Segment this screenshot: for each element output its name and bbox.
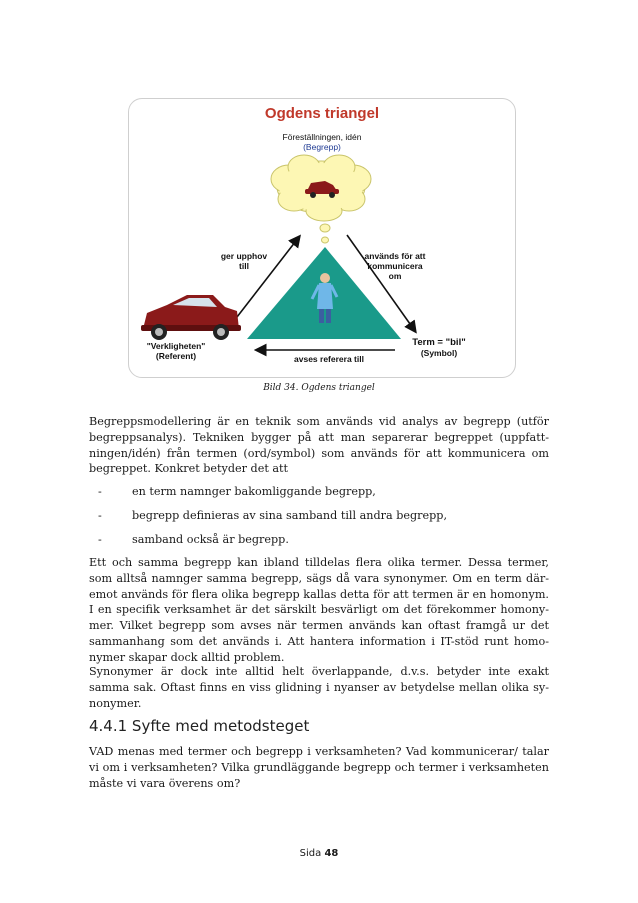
symbol-line2: (Symbol) [420, 348, 458, 358]
referent-line2: (Referent) [155, 351, 197, 361]
page-footer [0, 848, 638, 859]
list-item [98, 508, 447, 523]
used-to-communicate-label [355, 251, 435, 281]
figure-title: Ogdens triangel [264, 105, 380, 122]
gives-rise-line1: ger upphov [220, 251, 268, 261]
used-line2: kommunicera [367, 261, 423, 271]
list-item-text: samband också är begrepp. [132, 533, 289, 546]
bullet-marker: - [98, 533, 102, 546]
paragraph-intro: Begreppsmodellering är en teknik som används vid analys av begrepp (utför begreppsanalys). Tekniken bygger på att man separerar begreppet (uppfattningen/idén) från termen (ord/symbol) som används för att kommunicera om begreppet. Konkret betyder det att [89, 415, 549, 476]
list-item-text: begrepp definieras av sina samband till andra begrepp, [132, 509, 448, 522]
concept-label-line2: (Begrepp) [303, 142, 341, 152]
bullet-marker: - [98, 485, 102, 498]
paragraph-synonym-nuances: Synonymer är dock inte alltid helt överlappande, d.v.s. betyder inte exakt samma sak. Oftast finns en viss glidning i nyanser av betydelse mellan olika synonymer. [89, 665, 549, 710]
section-heading: 4.4.1 Syfte med metodsteget [89, 717, 310, 735]
bullet-marker: - [98, 509, 102, 522]
concept-label [257, 132, 387, 152]
paragraph-synonyms-homonyms: Ett och samma begrepp kan ibland tilldelas flera olika termer. Dessa termer, som alltså namnger samma begrepp, sägs då vara synonymer. Om en term däremot används för flera olika begrepp kallas detta för att termen är en homonym. I en specifik verksamhet är det särskilt besvärligt om det förekommer homonymer. Vilket begrepp som avses när termen används kan oftast framgå ur det sammanhang som det används i. Att hantera information i IT-stöd runt homonymer skapar dock alltid problem. [89, 556, 549, 664]
concept-label-line1: Föreställningen, idén [282, 132, 362, 142]
figure-caption: Bild 34. Ogdens triangel [263, 383, 375, 393]
symbol-label [399, 338, 479, 358]
refers-to-label: avses referera till [294, 354, 364, 364]
referent-line1: "Verkligheten" [146, 341, 206, 351]
paragraph-purpose: VAD menas med termer och begrepp i verksamheten? Vad kommunicerar/ talar vi om i verksamheten? Vilka grundläggande begrepp och termer i verksamheten måste vi vara överens om? [89, 745, 549, 790]
list-item-text: en term namnger bakomliggande begrepp, [132, 485, 376, 498]
page-label: Sida [299, 848, 322, 859]
vintage-car-icon [141, 295, 241, 340]
symbol-line1: Term = "bil" [412, 337, 466, 348]
referent-label [131, 341, 221, 361]
gives-rise-label [213, 251, 275, 271]
page-number: 48 [324, 848, 339, 859]
used-line3: om [388, 271, 402, 281]
ogden-triangle-figure [128, 98, 516, 378]
used-line1: används för att [364, 251, 426, 261]
list-item [98, 484, 376, 499]
list-item [98, 532, 289, 547]
gives-rise-line2: till [239, 261, 249, 271]
